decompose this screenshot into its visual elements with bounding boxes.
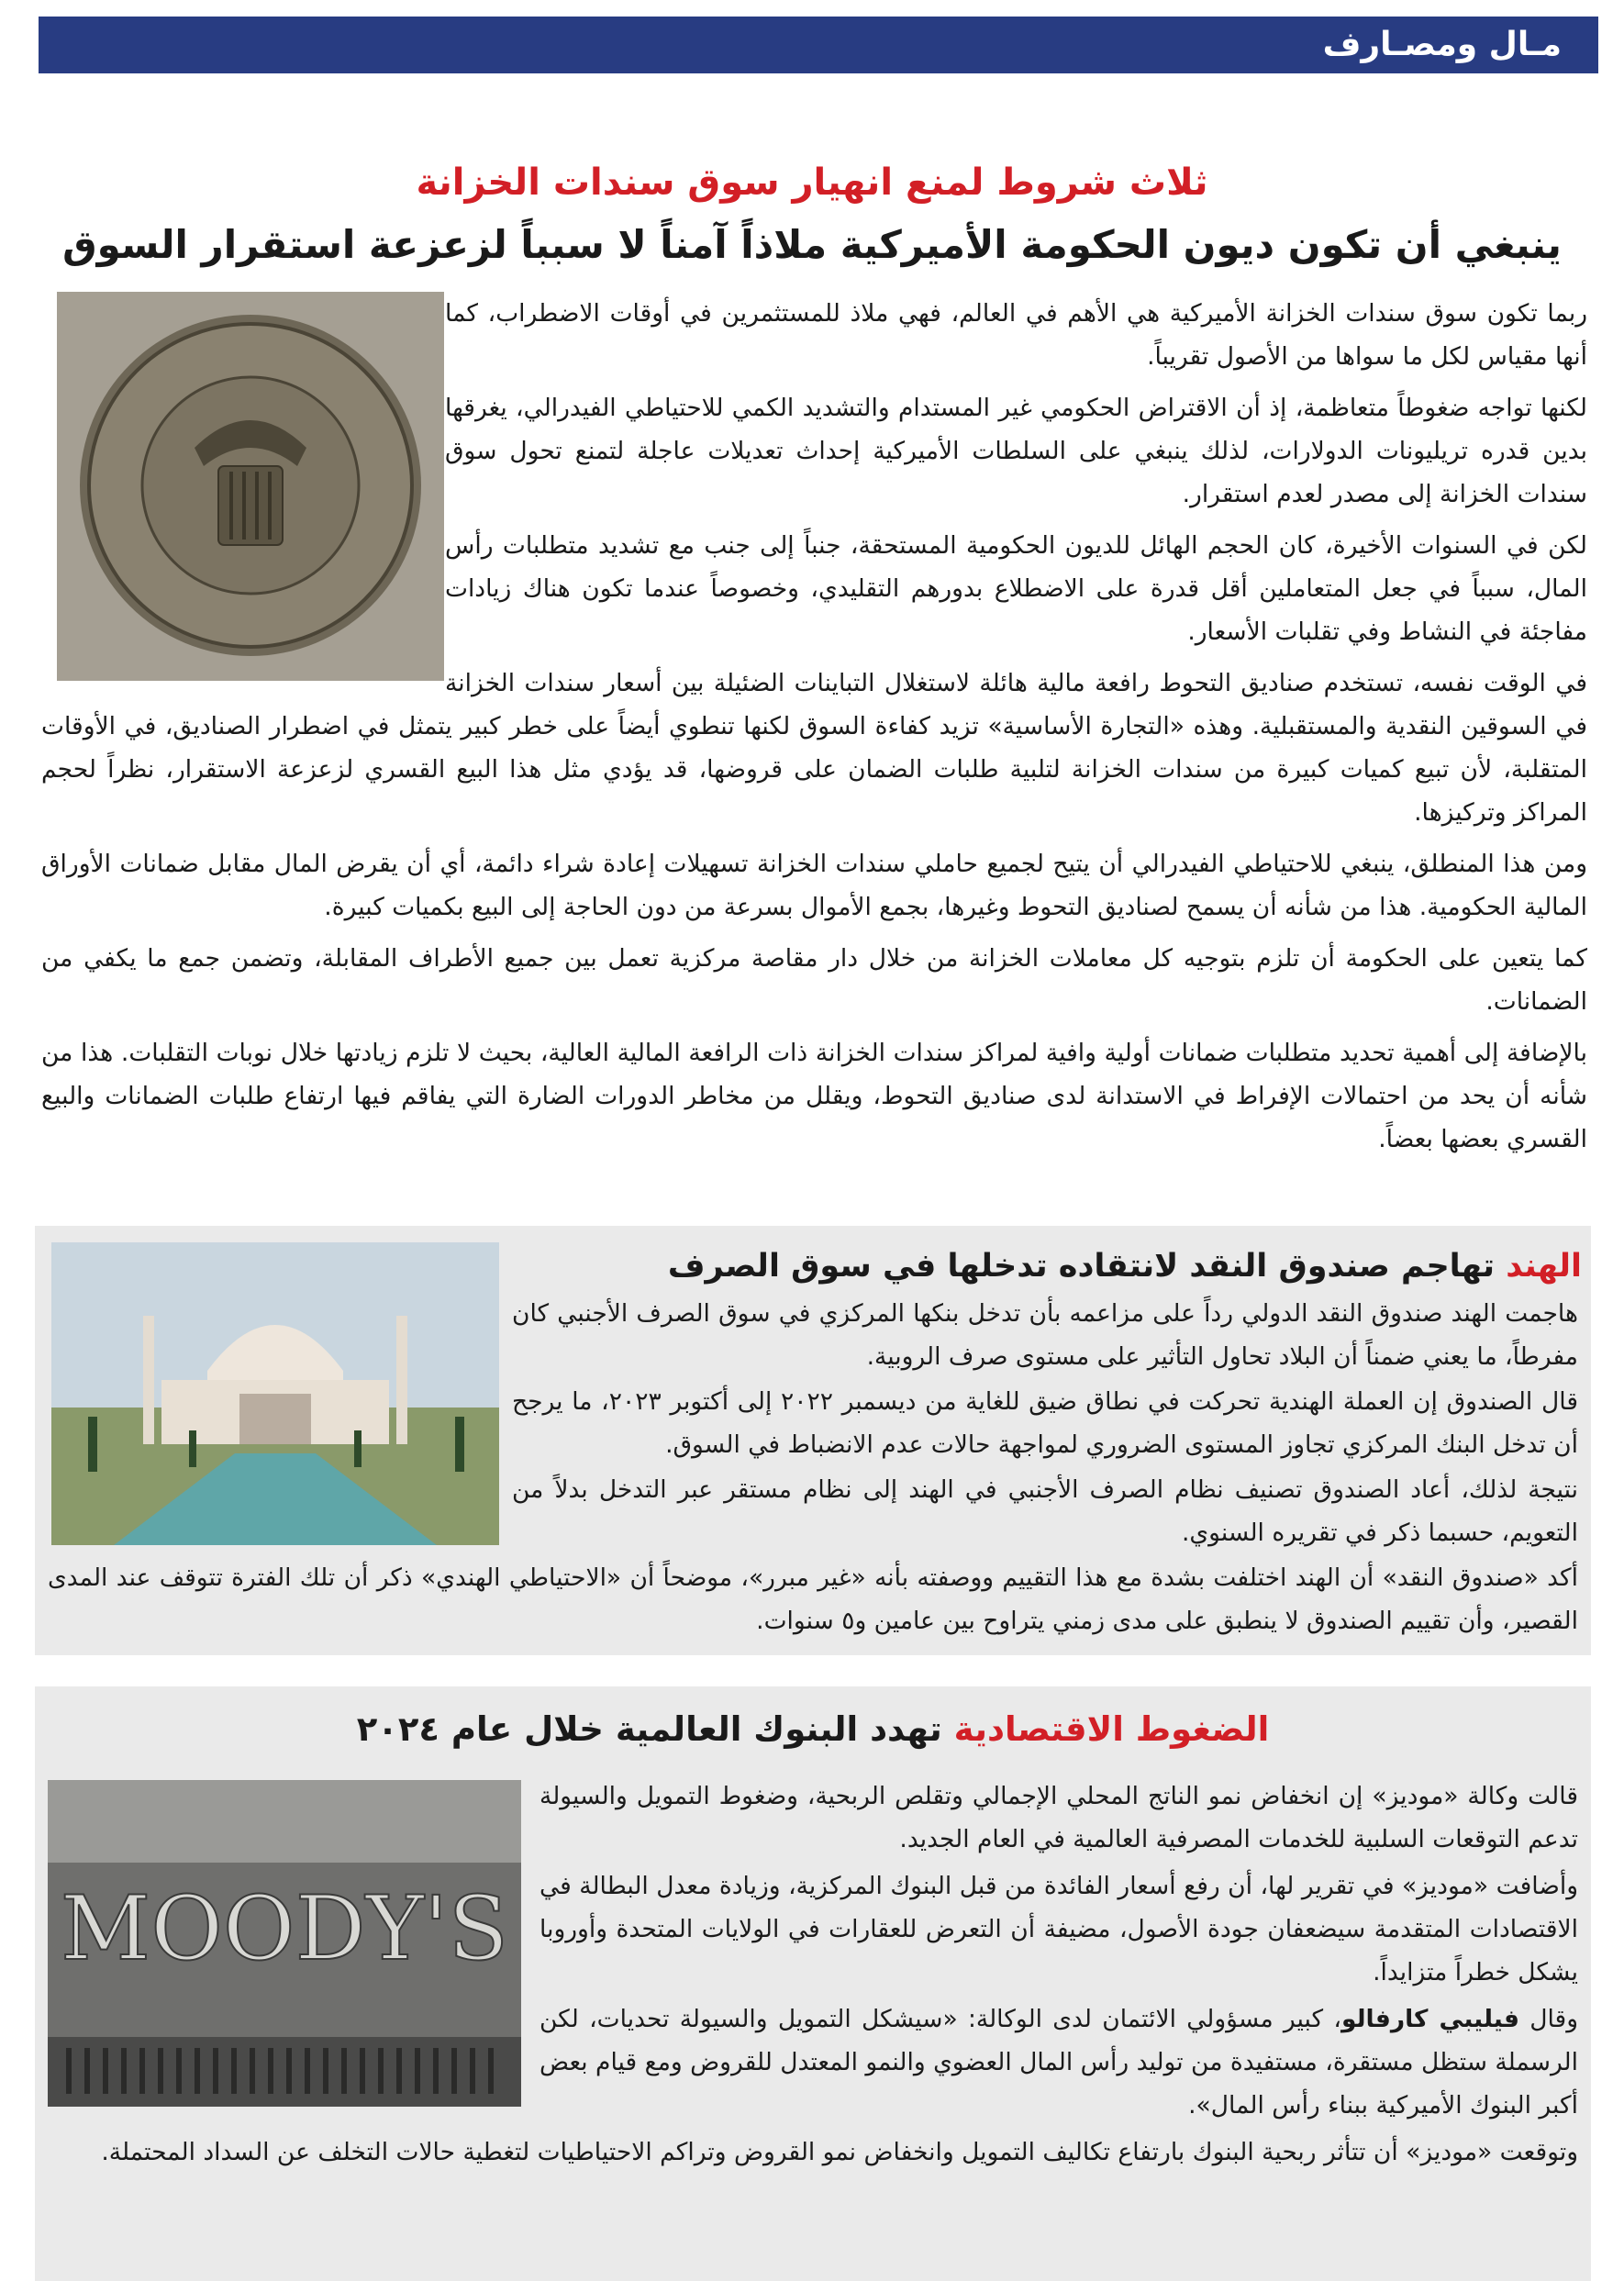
- article3-paragraph: وأضافت «موديز» في تقرير لها، أن رفع أسعار الفائدة من قبل البنوك المركزية، وزيادة معدل البطالة في الاقتصادات المتقدمة سيضعفان جودة الأصول، مضيفة أن التعرض للعقارات في الولايات المتحدة وأوروبا يشكل خطراً متزايداً.: [539, 1872, 1578, 1986]
- article3-paragraph: وتوقعت «موديز» أن تتأثر ربحية البنوك بارتفاع تكاليف التمويل وانخفاض نمو القروض وتراكم الاحتياطيات لتغطية حالات التخلف عن السداد المحتملة.: [101, 2138, 1578, 2166]
- quote-text: ، كبير مسؤولي الائتمان لدى الوكالة: «سيشكل التمويل والسيولة تحديات، لكن الرسملة ستظل مستقرة، مستفيدة من توليد رأس المال العضوي والنمو المعتدل للقروض ومع قيام بعض أكبر البنوك الأميركية ببناء رأس المال».: [539, 2005, 1578, 2120]
- article3-paragraph: قالت وكالة «موديز» إن انخفاض نمو الناتج المحلي الإجمالي وتقلص الربحية، وضغوط التمويل والسيولة تدعم التوقعات السلبية للخدمات المصرفية العالمية في العام الجديد.: [539, 1782, 1578, 1853]
- section-header-bar: [39, 17, 1598, 73]
- article2-paragraph: نتيجة لذلك، أعاد الصندوق تصنيف نظام الصرف الأجنبي في الهند إلى نظام مستقر عبر التدخل بدلاً من التعويم، حسبما ذكر في تقريره السنوي.: [512, 1475, 1578, 1547]
- article2-paragraph: هاجمت الهند صندوق النقد الدولي رداً على مزاعمه بأن تدخل بنكها المركزي في سوق الصرف الأجنبي كان مفرطاً، ما يعني ضمناً أن البلاد تحاول التأثير على مستوى صرف الروبية.: [512, 1299, 1578, 1371]
- article1-title: ثلاث شروط لمنع انهيار سوق سندات الخزانة: [416, 161, 1208, 204]
- article3-title-highlight: الضغوط الاقتصادية: [953, 1709, 1270, 1749]
- article1-paragraph: في الوقت نفسه، تستخدم صناديق التحوط رافعة مالية هائلة لاستغلال التباينات الضئيلة بين أسعار سندات الخزانة في السوقين النقدية والمستقبلية. وهذه «التجارة الأساسية» تزيد كفاءة السوق لكنها تنطوي أيضاً على خطر كبير يتمثل في اضطرار الصناديق، في الأوقات المتقلبة، لأن تبيع كميات كبيرة من سندات الخزانة لتلبية طلبات الضمان على قروضها، قد يؤدي مثل هذا البيع القسري لزعزعة الاستقرار، نظراً لحجم المراكز وتركيزها.: [41, 669, 1587, 827]
- article2-title-highlight: الهند: [1506, 1248, 1582, 1285]
- moodys-logo-text: MOODY'S: [60, 1877, 509, 1980]
- article1-paragraph: كما يتعين على الحكومة أن تلزم بتوجيه كل معاملات الخزانة من خلال دار مقاصة مركزية تعمل بين جميع الأطراف المقابلة، وتضمن جمع ما يكفي من الضمانات.: [41, 944, 1587, 1016]
- article3-body: [48, 1775, 1578, 2174]
- article3-title-rest: تهدد البنوك العالمية خلال عام ٢٠٢٤: [356, 1709, 954, 1749]
- article1-paragraph: لكنها تواجه ضغوطاً متعاظمة، إذ أن الاقتراض الحكومي غير المستدام والتشديد الكمي للاحتياطي الفيدرالي، يغرقها بدين قدره تريليونات الدولارات، لذلك ينبغي على السلطات الأميركية إحداث تعديلات عاجلة لتمنع تحول سوق سندات الخزانة إلى مصدر لعدم استقرار.: [445, 394, 1587, 508]
- article1-paragraph: ربما تكون سوق سندات الخزانة الأميركية هي الأهم في العالم، فهي ملاذ للمستثمرين في أوقات الاضطراب، كما أنها مقياس لكل ما سواها من الأصول تقريباً.: [445, 299, 1587, 371]
- person-name: فيليبي كارفالو: [1340, 2005, 1519, 2033]
- article1-body: [41, 292, 1587, 1169]
- article1-paragraph: لكن في السنوات الأخيرة، كان الحجم الهائل للديون الحكومية المستحقة، جنباً إلى جنب مع تشديد متطلبات رأس المال، سبباً في جعل المتعاملين أقل قدرة على الاضطلاع بدورهم التقليدي، وخصوصاً عندما تكون هناك زيادات مفاجئة في النشاط وفي تقلبات الأسعار.: [445, 531, 1587, 646]
- article1-subtitle: ينبغي أن تكون ديون الحكومة الأميركية ملاذاً آمناً لا سبباً لزعزعة استقرار السوق: [62, 222, 1562, 267]
- quote-intro: وقال: [1518, 2005, 1578, 2033]
- article1-paragraph: بالإضافة إلى أهمية تحديد متطلبات ضمانات أولية وافية لمراكز سندات الخزانة ذات الرافعة المالية العالية، بحيث لا تلزم زيادتها خلال نوبات التقلبات. هذا من شأنه أن يحد من احتمالات الإفراط في الاستدانة لدى صناديق التحوط، ويقلل من مخاطر الدورات الضارة التي يفاقم فيها ارتفاع طلبات الضمانات والبيع القسري بعضها بعضاً.: [41, 1039, 1587, 1153]
- article2-title-rest: تهاجم صندوق النقد لانتقاده تدخلها في سوق الصرف: [667, 1248, 1507, 1285]
- article2-paragraph: أكد «صندوق النقد» أن الهند اختلفت بشدة مع هذا التقييم ووصفته بأنه «غير مبرر»، موضحاً أن «الاحتياطي الهندي» ذكر أن تلك الفترة تتوقف عند المدى القصير، وأن تقييم الصندوق لا ينطبق على مدى زمني يتراوح بين عامين و٥ سنوات.: [48, 1563, 1578, 1635]
- article2-title: [573, 1242, 1582, 1290]
- article2-body: [48, 1292, 1578, 1644]
- section-label: مـال ومصـارف: [1322, 26, 1562, 63]
- article2-paragraph: قال الصندوق إن العملة الهندية تحركت في نطاق ضيق للغاية من ديسمبر ٢٠٢٢ إلى أكتوبر ٢٠٢٣، ما يرجح أن تدخل البنك المركزي تجاوز المستوى الضروري لمواجهة حالات عدم الانضباط في السوق.: [512, 1387, 1578, 1459]
- article1-paragraph: ومن هذا المنطلق، ينبغي للاحتياطي الفيدرالي أن يتيح لجميع حاملي سندات الخزانة تسهيلات إعادة شراء دائمة، أي أن يقرض المال مقابل ضمانات الأوراق المالية الحكومية. هذا من شأنه أن يسمح لصناديق التحوط وغيرها، بجمع الأموال بسرعة من دون الحاجة إلى البيع بكميات كبيرة.: [41, 850, 1587, 921]
- article3-title: [35, 1705, 1591, 1754]
